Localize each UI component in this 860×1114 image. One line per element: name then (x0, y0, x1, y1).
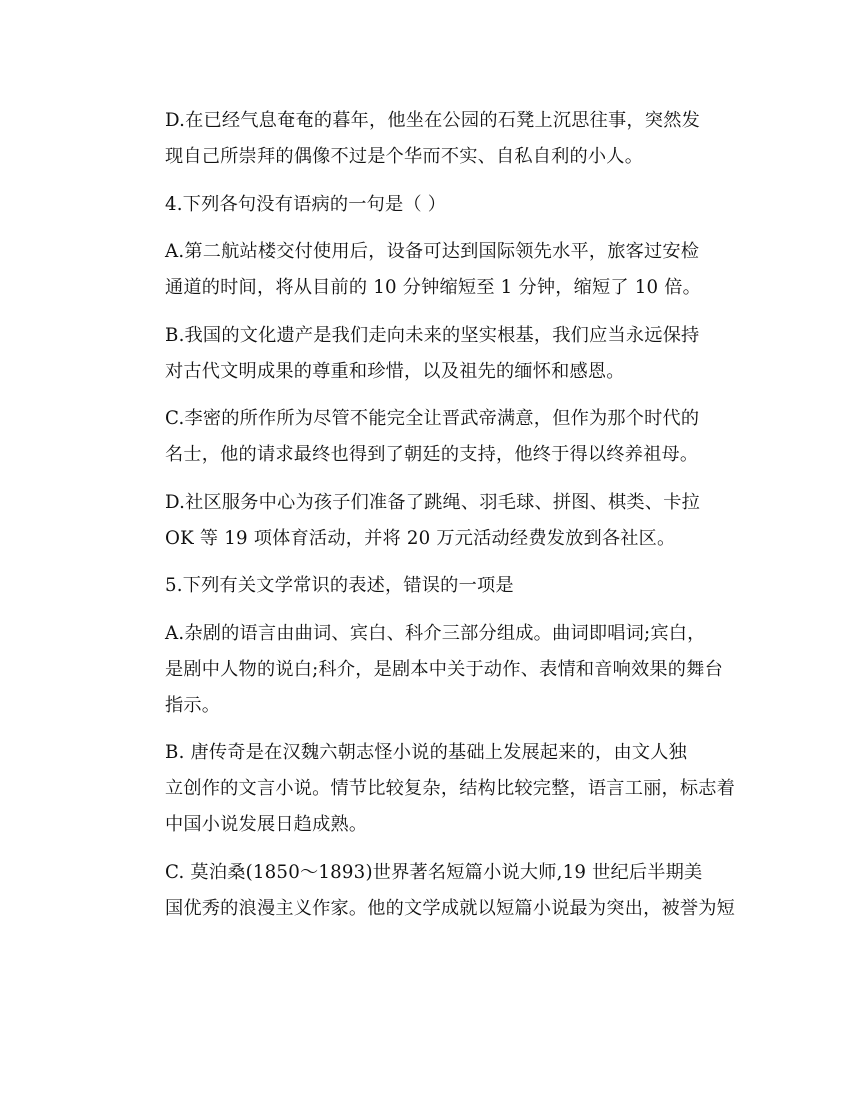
text-line: 中国小说发展日趋成熟。 (165, 814, 368, 835)
text-line: 通道的时间，将从目前的 10 分钟缩短至 1 分钟，缩短了 10 倍。 (165, 277, 702, 298)
text-line: 5.下列有关文学常识的表述，错误的一项是 (165, 575, 514, 596)
q4-option-a (129, 234, 741, 306)
document-body (129, 103, 741, 938)
text-line: OK 等 19 项体育活动，并将 20 万元活动经费发放到各社区。 (165, 527, 676, 549)
text-line: 对古代文明成果的尊重和珍惜，以及祖先的缅怀和感恩。 (165, 360, 625, 382)
text-line: B. 唐传奇是在汉魏六朝志怪小说的基础上发展起来的，由文人独 (165, 742, 687, 763)
text-line: C. 莫泊桑(1850～1893)世界著名短篇小说大师,19 世纪后半期美 (165, 861, 703, 883)
text-line: 现自己所崇拜的偶像不过是个华而不实、自私自利的小人。 (165, 146, 644, 167)
q5-stem (129, 568, 741, 604)
text-line: A.杂剧的语言由曲词、宾白、科介三部分组成。曲词即唱词;宾白， (165, 622, 706, 644)
q5-option-a (129, 616, 741, 724)
q4-option-d (129, 485, 741, 557)
q4-option-c (129, 401, 741, 473)
text-line: B.我国的文化遗产是我们走向未来的坚实根基，我们应当永远保持 (165, 324, 700, 346)
q3-option-d (129, 103, 741, 175)
q4-option-b (129, 318, 741, 390)
text-line: 国优秀的浪漫主义作家。他的文学成就以短篇小说最为突出，被誉为短 (165, 897, 736, 919)
text-line: D.社区服务中心为孩子们准备了跳绳、羽毛球、拼图、棋类、卡拉 (165, 491, 700, 513)
text-line: 立创作的文言小说。情节比较复杂，结构比较完整，语言工丽，标志着 (165, 778, 736, 799)
text-line: C.李密的所作所为尽管不能完全让晋武帝满意，但作为那个时代的 (165, 408, 700, 429)
text-line: D.在已经气息奄奄的暮年，他坐在公园的石凳上沉思往事，突然发 (165, 110, 700, 131)
text-line: 4.下列各句没有语病的一句是（ ） (165, 193, 447, 215)
text-line: 名士，他的请求最终也得到了朝廷的支持，他终于得以终养祖母。 (165, 444, 699, 465)
q4-stem (129, 187, 741, 223)
q5-option-c (129, 855, 741, 927)
text-line: A.第二航站楼交付使用后，设备可达到国际领先水平，旅客过安检 (165, 241, 700, 262)
text-line: 指示。 (165, 694, 221, 716)
text-line: 是剧中人物的说白;科介，是剧本中关于动作、表情和音响效果的舞台 (165, 658, 723, 680)
q5-option-b (129, 735, 741, 843)
